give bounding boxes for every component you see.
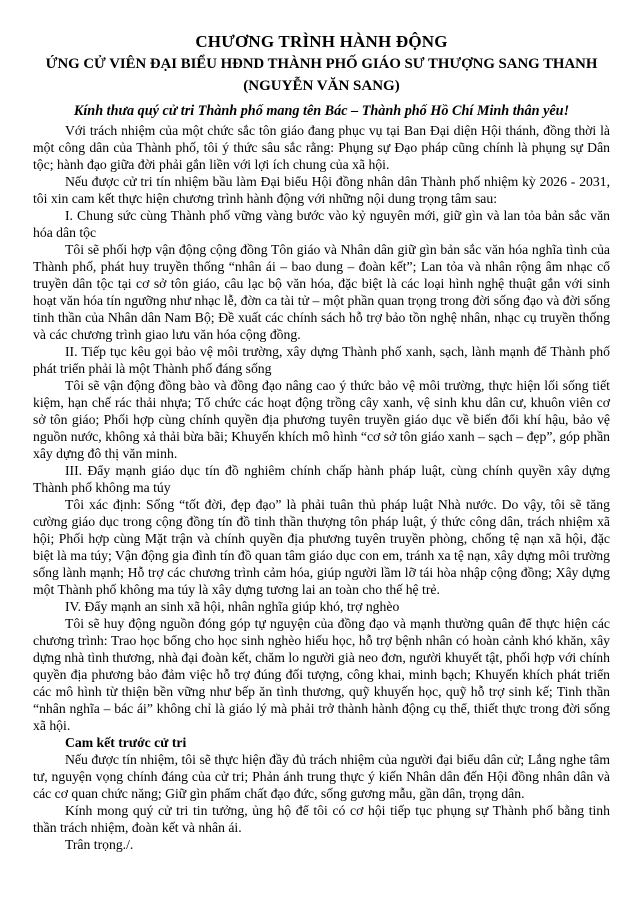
title-line-2: ỨNG CỬ VIÊN ĐẠI BIỂU HĐND THÀNH PHỐ GIÁO SƯ THƯỢNG SANG THANH <box>45 56 598 72</box>
commitment-body: Nếu được tín nhiệm, tôi sẽ thực hiện đầy đủ trách nhiệm của người đại biểu dân cử; Lắng nghe tâm tư, nguyện vọng chính đáng của cử tri; Phản ánh trung thực ý kiến Nhân dân đến Hội đồng nhân dân và các cơ quan chức năng; Giữ gìn phẩm chất đạo đức, sống gương mẫu, gần dân, trọng dân. <box>33 752 610 801</box>
section-2-body: Tôi sẽ vận động đồng bào và đồng đạo nâng cao ý thức bảo vệ môi trường, thực hiện lối sống tiết kiệm, hạn chế rác thải nhựa; Tổ chức các hoạt động trồng cây xanh, vệ sinh khu dân cư, khuôn viên cơ sở tôn giáo; Phối hợp cùng chính quyền địa phương tuyên truyền giáo dục về biến đổi khí hậu, bảo vệ nguồn nước, không xả thải bừa bãi; Khuyến khích mô hình “cơ sở tôn giáo xanh – sạch – đẹp”, góp phần xây dựng đô thị văn minh. <box>33 378 610 461</box>
closing-salute: Trân trọng./. <box>65 837 134 852</box>
section-heading-1: I. Chung sức cùng Thành phố vững vàng bước vào kỷ nguyên mới, giữ gìn và lan tỏa bản sắc văn hóa dân tộc <box>33 208 610 240</box>
section-heading-3: III. Đẩy mạnh giáo dục tín đồ nghiêm chính chấp hành pháp luật, cùng chính quyền xây dựng Thành phố không ma túy <box>33 463 610 495</box>
title-line-3: (NGUYỄN VĂN SANG) <box>243 78 400 94</box>
document-title <box>33 30 610 97</box>
paragraph-commitment-intro: Nếu được cử tri tín nhiệm bầu làm Đại biểu Hội đồng nhân dân Thành phố nhiệm kỳ 2026 - 2031, tôi xin cam kết thực hiện chương trình hành động với những nội dung trọng tâm sau: <box>33 174 610 206</box>
section-heading-4: IV. Đẩy mạnh an sinh xã hội, nhân nghĩa giúp khó, trợ nghèo <box>65 599 400 614</box>
section-3-body: Tôi xác định: Sống “tốt đời, đẹp đạo” là phải tuân thủ pháp luật Nhà nước. Do vậy, tôi sẽ tăng cường giáo dục trong cộng đồng tín đồ tinh thần thượng tôn pháp luật, ý thức công dân, trách nhiệm xã hội; Phối hợp cùng Mặt trận và chính quyền địa phương tuyên truyền phòng, chống tệ nạn xã hội, đặc biệt là ma túy; Vận động gia đình tín đồ quan tâm giáo dục con em, tránh xa tệ nạn, xây dựng môi trường sống lành mạnh; Hỗ trợ các chương trình cảm hóa, giúp người lầm lỡ tái hòa nhập cộng đồng; Xây dựng một Thành phố không ma túy là xây dựng tương lai an toàn cho thế hệ trẻ. <box>33 497 610 597</box>
section-4-body: Tôi sẽ huy động nguồn đóng góp tự nguyện của đồng đạo và mạnh thường quân để thực hiện các chương trình: Trao học bổng cho học sinh nghèo hiếu học, hỗ trợ bệnh nhân có hoàn cảnh khó khăn, xây dựng nhà tình thương, nhà đại đoàn kết, chăm lo người già neo đơn, người khuyết tật, phối hợp với chính quyền địa phương bảo đảm việc hỗ trợ đúng đối tượng, công khai, minh bạch; Khuyến khích phát triển các mô hình từ thiện bền vững như bếp ăn tình thương, quỹ khuyến học, quỹ hỗ trợ sinh kế; Tinh thần “nhân nghĩa – bác ái” không chỉ là giáo lý mà phải trở thành hành động cụ thể, thiết thực trong đời sống xã hội. <box>33 616 610 733</box>
closing-request: Kính mong quý cử tri tin tưởng, ủng hộ để tôi có cơ hội tiếp tục phụng sự Thành phố bằng tinh thần trách nhiệm, đoàn kết và nhân ái. <box>33 803 610 835</box>
salutation-line: Kính thưa quý cử tri Thành phố mang tên Bác – Thành phố Hồ Chí Minh thân yêu! <box>73 103 570 119</box>
section-heading-2: II. Tiếp tục kêu gọi bảo vệ môi trường, xây dựng Thành phố xanh, sạch, lành mạnh để Thành phố phát triển phải là một Thành phố đáng sống <box>33 344 610 376</box>
section-1-body: Tôi sẽ phối hợp vận động cộng đồng Tôn giáo và Nhân dân giữ gìn bản sắc văn hóa nghĩa tình của Thành phố, phát huy truyền thống “nhân ái – bao dung – đoàn kết”; Lan tỏa và nhân rộng âm nhạc cổ truyền dân tộc tại cơ sở tôn giáo, câu lạc bộ văn hóa, đặc biệt là các loại hình nghệ thuật gắn với sinh hoạt văn hóa tín ngưỡng như nhạc lễ, đờn ca tài tử – một phần quan trọng trong đời sống đạo và đời sống tinh thần của Nhân dân Nam Bộ; Đề xuất các chính sách hỗ trợ bảo tồn nghệ nhân, nhạc cụ truyền thống và các chương trình giao lưu văn hóa cộng đồng. <box>33 242 610 342</box>
commitment-heading: Cam kết trước cử tri <box>65 735 187 750</box>
paragraph-responsibility: Với trách nhiệm của một chức sắc tôn giáo đang phục vụ tại Ban Đại diện Hội thánh, đồng thời là một công dân của Thành phố, tôi ý thức sâu sắc rằng: Phụng sự Đạo pháp cũng chính là phụng sự Dân tộc; hành đạo giữa đời phải gắn liền với lợi ích chung của xã hội. <box>33 123 610 172</box>
title-line-1: CHƯƠNG TRÌNH HÀNH ĐỘNG <box>195 32 448 51</box>
